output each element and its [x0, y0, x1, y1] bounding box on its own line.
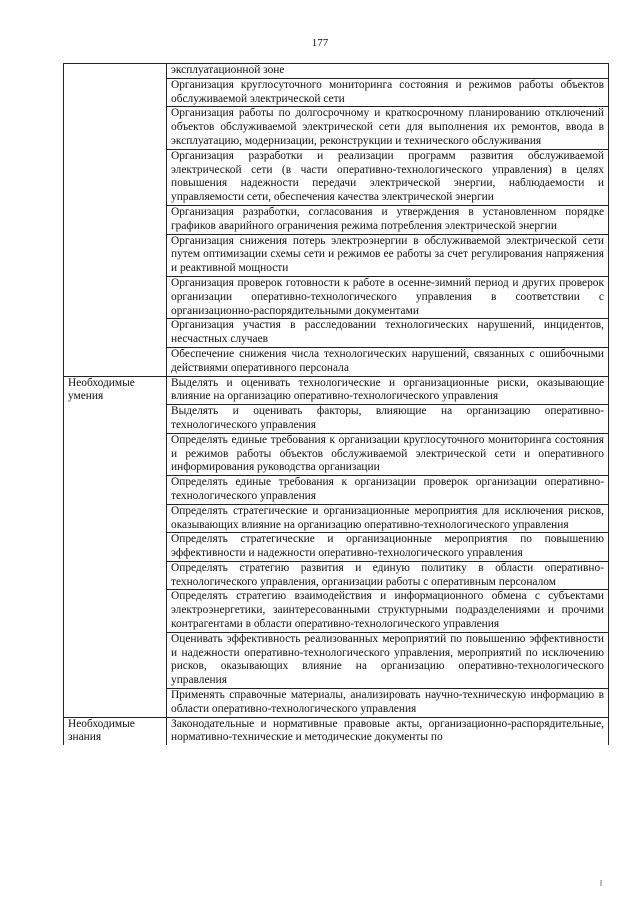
knowledge-cell: Законодательные и нормативные правовые акты, организационно-распорядительные, нормативно-технические и методические документы по [167, 717, 609, 745]
skill-cell: Определять стратегические и организационные мероприятия для исключения рисков, оказывающих влияние на организацию оперативно-технологического управления [167, 504, 609, 533]
labor-action-cell: Организация снижения потерь электроэнергии в обслуживаемой электрической сети путем оптимизации схемы сети и режимов ее работы за счет регулирования напряжения и реактивной мощности [167, 234, 609, 276]
labor-action-cell: Организация разработки, согласования и утверждения в установленном порядке графиков аварийного ограничения режима потребления электрической энергии [167, 205, 609, 234]
skill-cell: Выделять и оценивать технологические и организационные риски, оказывающие влияние на организацию оперативно-технологического управления [167, 376, 609, 405]
page-number: 177 [311, 37, 329, 49]
skills-label: Необходимые умения [64, 376, 167, 717]
labor-action-cell: Обеспечение снижения числа технологических нарушений, связанных с ошибочными действиями оперативного персонала [167, 347, 609, 376]
skill-cell: Определять стратегические и организационные мероприятия по повышению эффективности и надежности оперативно-технологического управления [167, 533, 609, 562]
labor-action-cell: Организация работы по долгосрочному и краткосрочному планированию отключений объектов обслуживаемой электрической сети для выполнения их ремонтов, ввода в эксплуатацию, модернизации, реконструкции и технического обслуживания [167, 107, 609, 149]
labor-action-cell: Организация разработки и реализации программ развития обслуживаемой электрической сети (в части оперативно-технологического управления) в целях повышения надежности передачи электрической энергии, наблюдаемости и управляемости сети, обеспечения качества электрической энергии [167, 149, 609, 205]
skill-cell: Выделять и оценивать факторы, влияющие на организацию оперативно-технологического управления [167, 405, 609, 434]
skill-cell: Оценивать эффективность реализованных мероприятий по повышению эффективности и надежности оперативно-технологического управления, мероприятий по исключению рисков, оказывающих влияние на организацию оперативно-технологического управления [167, 632, 609, 688]
competency-table [63, 63, 609, 745]
labor-actions-label-cell [64, 64, 167, 377]
table-row [64, 717, 609, 745]
skill-cell: Определять стратегию развития и единую политику в области оперативно-технологического управления, организации работы с оперативным персоналом [167, 561, 609, 590]
labor-action-cell: Организация круглосуточного мониторинга состояния и режимов работы объектов обслуживаемой электрической сети [167, 78, 609, 107]
table-row [64, 376, 609, 405]
scan-artifact [600, 880, 602, 886]
skill-cell: Определять единые требования к организации проверок организации оперативно-технологического управления [167, 476, 609, 505]
skill-cell: Определять единые требования к организации круглосуточного мониторинга состояния и режимов работы объектов обслуживаемой электрической сети и оперативного информирования руководства организации [167, 433, 609, 475]
knowledge-label: Необходимые знания [64, 717, 167, 745]
skill-cell: Определять стратегию взаимодействия и информационного обмена с субъектами электроэнергетики, заинтересованными структурными подразделениями и прочими контрагентами в области оперативно-технологического управления [167, 590, 609, 632]
skill-cell: Применять справочные материалы, анализировать научно-техническую информацию в области оперативно-технологического управления [167, 689, 609, 718]
labor-action-cell: эксплуатационной зоне [167, 64, 609, 79]
labor-action-cell: Организация проверок готовности к работе в осенне-зимний период и других проверок организации оперативно-технологического управления в соответствии с организационно-распорядительными документами [167, 276, 609, 318]
labor-action-cell: Организация участия в расследовании технологических нарушений, инцидентов, несчастных случаев [167, 319, 609, 348]
table-row [64, 64, 609, 79]
